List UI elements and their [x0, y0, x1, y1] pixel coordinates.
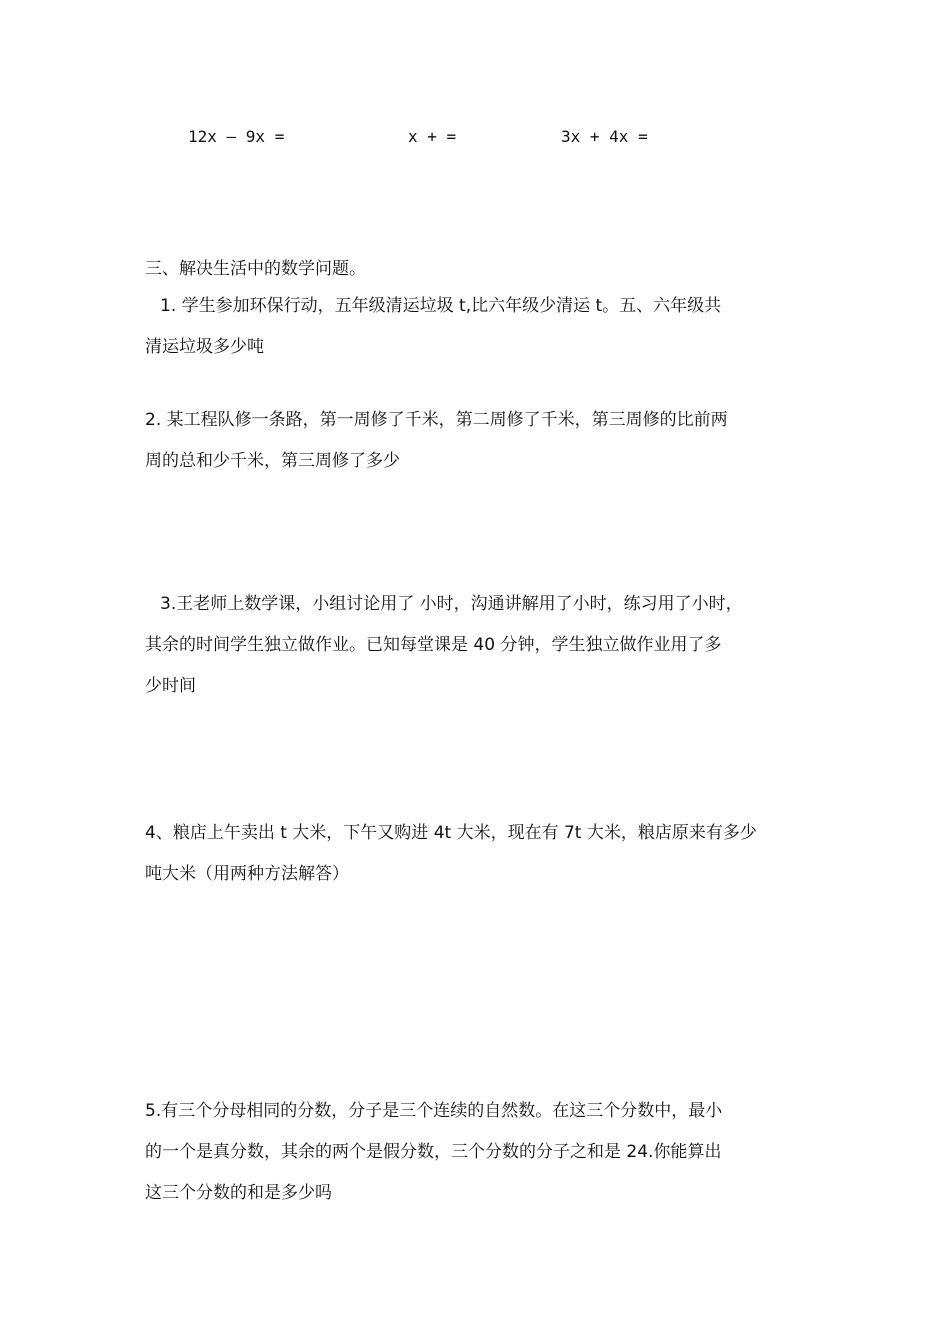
problem-1-line-1: 1. 学生参加环保行动，五年级清运垃圾 t,比六年级少清运 t。五、六年级共: [160, 296, 722, 316]
problem-3-line-3: 少时间: [145, 676, 196, 696]
problem-5-line-1: 5.有三个分母相同的分数，分子是三个连续的自然数。在这三个分数中，最小: [145, 1101, 723, 1121]
problem-2-line-1: 2. 某工程队修一条路，第一周修了千米，第二周修了千米，第三周修的比前两: [145, 410, 728, 430]
problem-3-line-1: 3.王老师上数学课，小组讨论用了 小时，沟通讲解用了小时，练习用了小时，: [160, 594, 743, 614]
problem-5-line-3: 这三个分数的和是多少吗: [145, 1183, 332, 1203]
expression-2: x + =: [408, 127, 457, 146]
expression-3: 3x + 4x =: [561, 127, 648, 146]
problem-1-line-2: 清运垃圾多少吨: [145, 337, 264, 357]
section-title: 三、解决生活中的数学问题。: [145, 259, 366, 279]
expression-1: 12x — 9x =: [188, 127, 285, 146]
problem-5-line-2: 的一个是真分数，其余的两个是假分数，三个分数的分子之和是 24.你能算出: [145, 1142, 722, 1162]
problem-4-line-2: 吨大米（用两种方法解答）: [145, 864, 349, 884]
problem-4-line-1: 4、粮店上午卖出 t 大米，下午又购进 4t 大米，现在有 7t 大米，粮店原来有多少: [145, 823, 757, 843]
problem-3-line-2: 其余的时间学生独立做作业。已知每堂课是 40 分钟，学生独立做作业用了多: [145, 635, 722, 655]
problem-2-line-2: 周的总和少千米，第三周修了多少: [145, 451, 400, 471]
